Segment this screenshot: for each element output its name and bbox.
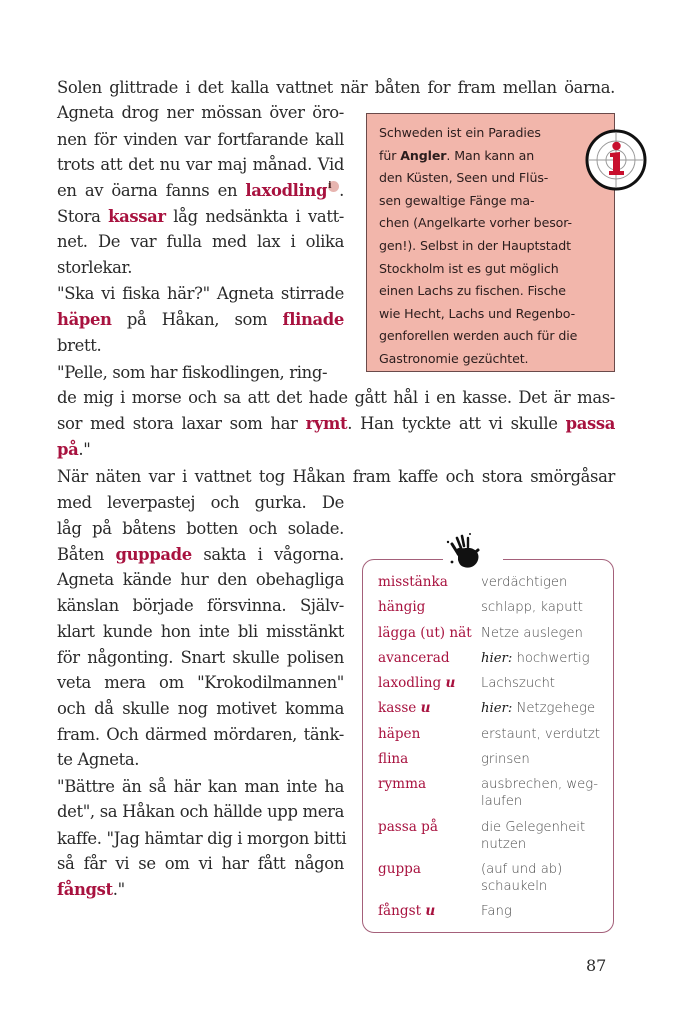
german-translation: Fang [481, 904, 512, 920]
info-line: Stockholm ist es gut möglich [379, 260, 559, 276]
swedish-term: guppa [378, 860, 421, 877]
info-line: einen Lachs zu fischen. Fische [379, 283, 566, 299]
highlighted-word: Angler [400, 147, 447, 163]
story-line: te Agneta. [57, 750, 140, 769]
vocabulary-row [378, 671, 608, 696]
info-line: Gastronomie gezüchtet. [379, 350, 529, 366]
vocabulary-row [378, 696, 608, 721]
story-line: kaffe. "Jag hämtar dig i morgon bitti [57, 829, 347, 848]
vocabulary-row [378, 595, 608, 620]
vocabulary-table [378, 570, 608, 925]
info-target-icon [584, 128, 648, 192]
vocabulary-row [378, 621, 608, 646]
info-line: den Küsten, Seen und Flüs- [379, 170, 549, 186]
german-translation: erstaunt, verdutzt [481, 726, 601, 742]
story-line: Solen glittrade i det kalla vattnet när båten for fram mellan öarna. [57, 78, 615, 97]
story-line: Båten guppade sakta i vågorna. [57, 545, 344, 564]
german-translation: Netze auslegen [481, 625, 583, 641]
vocabulary-row [378, 646, 608, 671]
swedish-term: misstänka [378, 574, 448, 590]
story-line: en av öarna fanns en laxodlingi . [57, 181, 344, 200]
german-translation: verdächtigen [481, 575, 568, 590]
page-number: 87 [586, 956, 607, 975]
highlighted-word: passa [565, 414, 616, 433]
vocabulary-row [378, 772, 608, 814]
vocabulary-row [378, 815, 608, 857]
german-translation: ausbrechen, weg- laufen [481, 777, 598, 810]
story-line: fram. Och därmed mördaren, tänk- [57, 725, 344, 744]
vocabulary-row [378, 857, 608, 899]
info-line: gen!). Selbst in der Hauptstadt [379, 237, 571, 253]
gender-marker: u [420, 700, 431, 717]
info-marker-icon[interactable]: i [328, 181, 339, 192]
german-translation: (auf und ab) schaukeln [481, 861, 563, 894]
info-box-text [379, 122, 609, 371]
story-line: med leverpastej och gurka. De [57, 493, 344, 512]
german-translation: schlapp, kaputt [481, 600, 583, 616]
story-line: trots att det nu var maj månad. Vid [57, 155, 344, 174]
story-line: på." [57, 440, 91, 459]
info-line: Schweden ist ein Paradies [379, 125, 541, 140]
story-line: de mig i morse och sa att det hade gått hål i en kasse. Det är mas- [57, 388, 615, 407]
story-line: så får vi se om vi har fått någon [57, 854, 344, 873]
vocabulary-row [378, 722, 608, 747]
highlighted-word: flinade [282, 310, 344, 329]
story-line: veta mera om "Krokodilmannen" [57, 673, 344, 692]
story-line: nen för vinden var fortfarande kall [57, 130, 344, 149]
german-translation: hier: hochwertig [481, 650, 590, 666]
german-translation: hier: Netzgehege [481, 701, 596, 717]
highlighted-word: häpen [57, 310, 112, 329]
german-translation: Lachszucht [481, 676, 555, 692]
swedish-term: fångst u [378, 903, 436, 920]
story-line: Stora kassar låg nedsänkta i vatt- [57, 207, 344, 226]
swedish-term: kasse u [378, 700, 431, 717]
info-line: chen (Angelkarte vorher besor- [379, 215, 572, 231]
story-line: net. De var fulla med lax i olika [57, 232, 344, 251]
story-line: fångst." [57, 880, 125, 899]
story-line: häpen på Håkan, som flinade [57, 310, 344, 329]
story-line: storlekar. [57, 258, 133, 277]
gender-marker: u [425, 903, 436, 920]
swedish-term: häpen [378, 725, 421, 742]
handprint-icon [440, 530, 486, 572]
story-line: låg på båtens botten och solade. [57, 519, 344, 538]
swedish-term: rymma [378, 776, 427, 793]
story-line: för någonting. Snart skulle polisen [57, 648, 344, 667]
swedish-term: laxodling u [378, 675, 456, 692]
german-translation: die Gelegenheit nutzen [481, 819, 586, 852]
swedish-term: passa på [378, 818, 438, 835]
story-line: Agneta kände hur den obehagliga [57, 570, 344, 589]
highlighted-word: kassar [108, 207, 166, 226]
info-line: für Angler. Man kann an [379, 147, 535, 163]
story-line: känslan började försvinna. Själv- [57, 596, 344, 615]
german-translation: grinsen [481, 752, 530, 768]
info-line: wie Hecht, Lachs und Regenbo- [379, 305, 576, 321]
swedish-term: flina [378, 751, 409, 768]
vocabulary-row [378, 747, 608, 772]
vocabulary-row [378, 570, 608, 595]
story-line: klart kunde hon inte bli misstänkt [57, 622, 344, 641]
story-line: "Bättre än så här kan man inte ha [57, 777, 344, 796]
story-line: "Ska vi fiska här?" Agneta stirrade [57, 284, 344, 303]
story-line: och då skulle nog motivet komma [57, 699, 344, 718]
highlighted-word: rymt [305, 414, 348, 433]
story-line: Agneta drog ner mössan över öro- [57, 103, 344, 122]
story-line: "Pelle, som har fiskodlingen, ring- [57, 363, 328, 382]
swedish-term: lägga (ut) nät [378, 624, 472, 641]
story-line: brett. [57, 336, 102, 355]
story-line: det", sa Håkan och hällde upp mera [57, 802, 344, 821]
gender-marker: u [445, 675, 456, 692]
highlighted-word: laxodling [245, 181, 328, 200]
swedish-term: avancerad [378, 649, 450, 666]
swedish-term: hängig [378, 599, 426, 616]
highlighted-word: på [57, 440, 79, 459]
highlighted-word: fångst [57, 880, 113, 899]
story-line: sor med stora laxar som har rymt. Han tyckte att vi skulle passa [57, 414, 616, 433]
highlighted-word: guppade [115, 545, 192, 564]
story-line: När näten var i vattnet tog Håkan fram kaffe och stora smörgåsar [57, 467, 615, 486]
info-line: sen gewaltige Fänge ma- [379, 192, 535, 208]
vocabulary-row [378, 899, 608, 924]
info-box [366, 113, 615, 372]
info-line: genforellen werden auch für die [379, 328, 578, 344]
